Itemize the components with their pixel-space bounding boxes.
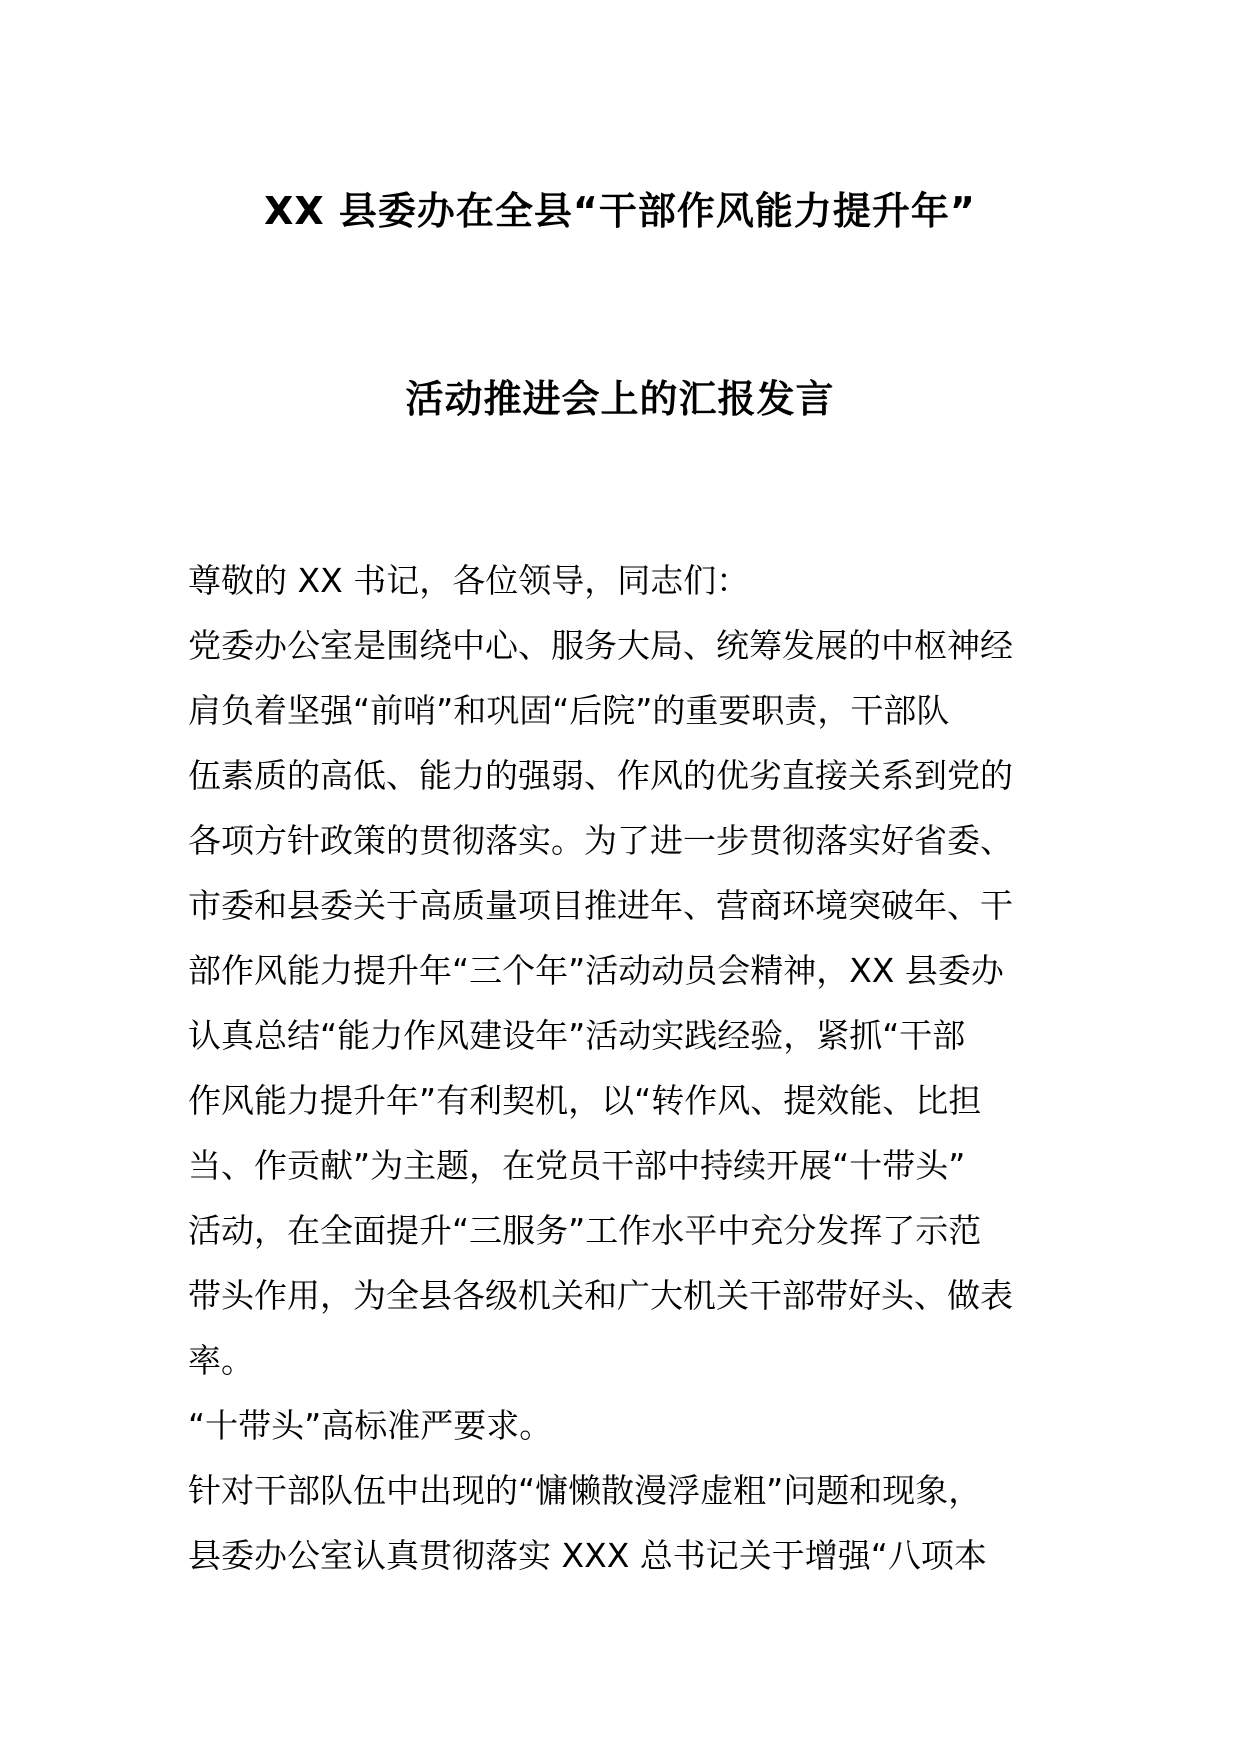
salutation: 尊敬的 XX 书记，各位领导，同志们： [188,561,750,600]
body-text-line: 当、作贡献”为主题，在党员干部中持续开展“十带头” [188,1146,966,1185]
body-text-line: 作风能力提升年”有利契机，以“转作风、提效能、比担 [188,1081,982,1120]
body-text-line: 活动，在全面提升“三服务”工作水平中充分发挥了示范 [188,1211,982,1250]
body-text-line: 针对干部队伍中出现的“慵懒散漫浮虚粗”问题和现象， [188,1471,982,1510]
body-text-line: 市委和县委关于高质量项目推进年、营商环境突破年、干 [188,886,1013,925]
body-text-line: 认真总结“能力作风建设年”活动实践经验，紧抓“干部 [188,1016,966,1055]
body-text-line: 率。 [188,1341,254,1380]
document-title-line-1: XX 县委办在全县“干部作风能力提升年” [264,189,976,233]
body-text-line: 伍素质的高低、能力的强弱、作风的优劣直接关系到党的 [188,756,1013,795]
body-text-line: 县委办公室认真贯彻落实 XXX 总书记关于增强“八项本 [188,1536,987,1575]
document-body [188,548,1060,1588]
body-text-line: 各项方针政策的贯彻落实。为了进一步贯彻落实好省委、 [188,821,1013,860]
section-heading: “十带头”高标准严要求。 [188,1406,553,1445]
body-text-line: 部作风能力提升年“三个年”活动动员会精神，XX 县委办 [188,951,1004,990]
body-text-line: 党委办公室是围绕中心、服务大局、统筹发展的中枢神经 [188,626,1013,665]
body-text-line: 肩负着坚强“前哨”和巩固“后院”的重要职责，干部队 [188,691,950,730]
body-text-line: 带头作用，为全县各级机关和广大机关干部带好头、做表 [188,1276,1013,1315]
document-title-line-2: 活动推进会上的汇报发言 [405,377,835,421]
